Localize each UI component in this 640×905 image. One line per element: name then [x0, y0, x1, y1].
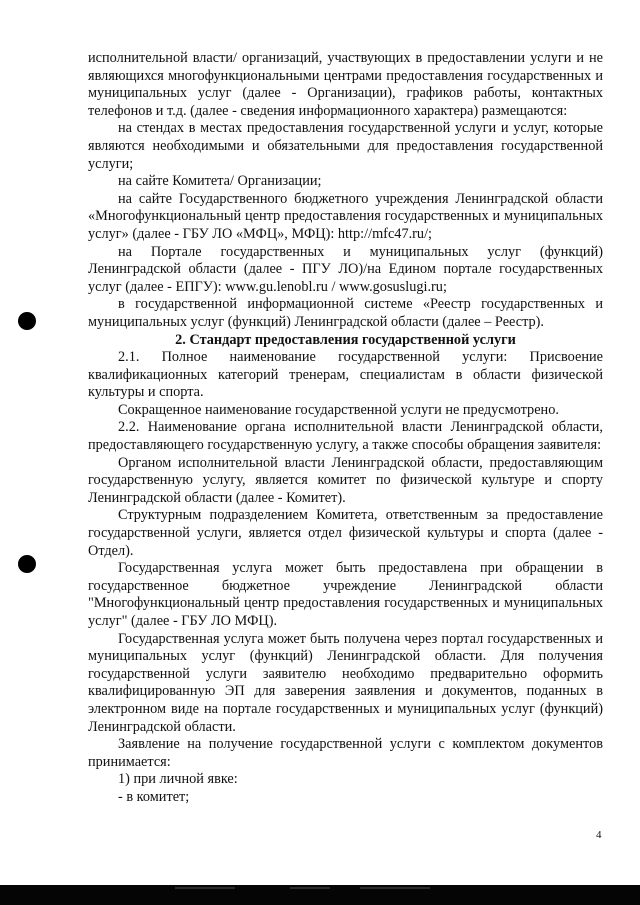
- paragraph: 2.1. Полное наименование государственной услуги: Присвоение квалификационных категорий тренерам, специалистам в области физической культуры и спорта.: [88, 349, 603, 401]
- list-item: 1) при личной явке:: [118, 771, 238, 788]
- paragraph: Государственная услуга может быть предоставлена при обращении в государственное бюджетное учреждение Ленинградской области "Многофункциональный центр предоставления государственных и муниципальных услуг" (далее - ГБУ ЛО МФЦ).: [88, 560, 603, 629]
- paragraph: 2.2. Наименование органа исполнительной власти Ленинградской области, предоставляющего государственную услугу, а также способы обращения заявителя:: [88, 419, 603, 454]
- paragraph: в государственной информационной системе «Реестр государственных и муниципальных услуг (функций) Ленинградской области (далее – Реестр).: [88, 296, 603, 330]
- paragraph: Сокращенное наименование государственной услуги не предусмотрено.: [118, 401, 559, 418]
- page-number: 4: [596, 829, 602, 841]
- scan-artifact: [290, 887, 330, 889]
- paragraph: на сайте Комитета/ Организации;: [118, 173, 322, 190]
- paragraph: на Портале государственных и муниципальных услуг (функций) Ленинградской области (далее - ПГУ ЛО)/на Едином портале государственных услуг (далее - ЕПГУ): www.gu.lenobl.ru / www.gosuslugi.ru;: [88, 243, 603, 295]
- paragraph: Заявление на получение государственной услуги с комплектом документов принимается:: [88, 736, 603, 770]
- scan-artifact: [360, 887, 430, 889]
- document-body: [88, 50, 603, 807]
- paragraph: Органом исполнительной власти Ленинградской области, предоставляющим государственную услугу, является комитет по физической культуре и спорту Ленинградской области (далее - Комитет).: [88, 454, 603, 506]
- section-heading: 2. Стандарт предоставления государственной услуги: [175, 331, 516, 348]
- list-item: - в комитет;: [118, 788, 190, 805]
- paragraph: исполнительной власти/ организаций, участвующих в предоставлении услуги и не являющихся многофункциональными центрами предоставления государственных и муниципальных услуг (далее - Организации), графиков работы, контактных телефонов и т.д. (далее - сведения информационного характера) размещаются:: [88, 50, 603, 119]
- paragraph: Структурным подразделением Комитета, ответственным за предоставление государственной услуги, является отдел физической культуры и спорта (далее - Отдел).: [88, 507, 603, 559]
- punch-hole-mark: [18, 312, 36, 330]
- paragraph: на сайте Государственного бюджетного учреждения Ленинградской области «Многофункциональный центр предоставления государственных и муниципальных услуг» (далее - ГБУ ЛО «МФЦ», МФЦ): http://mfc47.ru/;: [88, 190, 603, 242]
- scan-edge-bar: [0, 885, 640, 905]
- paragraph: на стендах в местах предоставления государственной услуги и услуг, которые являются необходимыми и обязательными для предоставления государственной услуги;: [88, 120, 603, 172]
- paragraph: Государственная услуга может быть получена через портал государственных и муниципальных услуг (функций) Ленинградской области. Для получения государственной услуги заявителю необходимо предварительно оформить квалифицированную ЭП для заверения заявления и документов, поданных в электронном виде на портале государственных и муниципальных услуг (функций) Ленинградской области.: [88, 630, 603, 735]
- punch-hole-mark: [18, 555, 36, 573]
- scan-artifact: [175, 887, 235, 889]
